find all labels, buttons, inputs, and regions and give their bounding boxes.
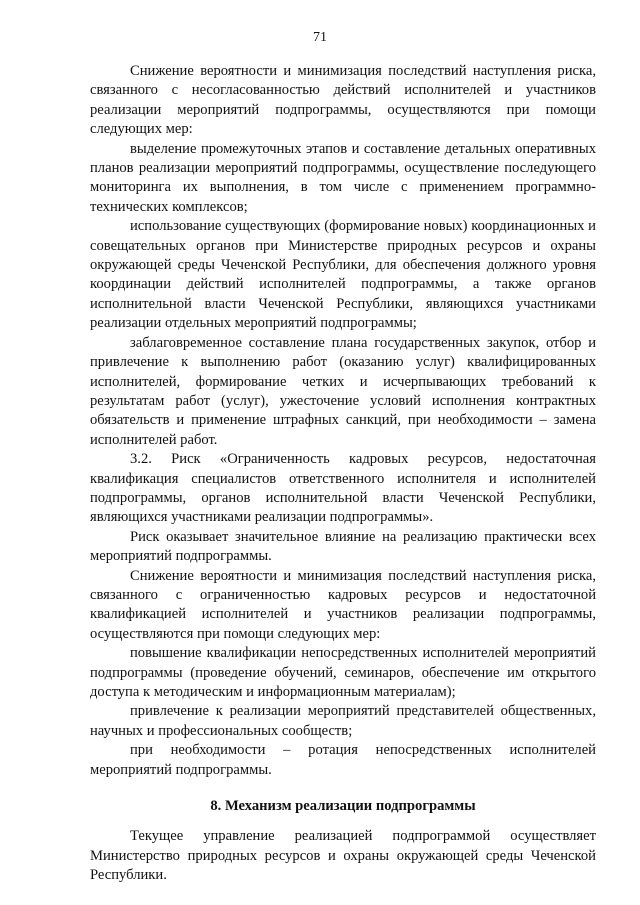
paragraph: Снижение вероятности и минимизация последствий наступления риска, связанного с ограниченностью кадровых ресурсов и недостаточной квалификацией исполнителей и участников реализации подпрограммы, осуществляются при помощи следующих мер:: [90, 567, 596, 642]
page-number: 71: [313, 30, 327, 45]
paragraph: Снижение вероятности и минимизация последствий наступления риска, связанного с несогласованностью действий исполнителей и участников реализации мероприятий подпрограммы, осуществляются при помощи следующих мер:: [90, 63, 596, 138]
paragraph: привлечение к реализации мероприятий представителей общественных, научных и профессиональных сообществ;: [90, 703, 596, 739]
paragraph: 3.2. Риск «Ограниченность кадровых ресурсов, недостаточная квалификация специалистов ответственного исполнителя и исполнителей подпрограммы, органов исполнительной власти Чеченской Республики, являющихся участниками реализации подпрограммы».: [90, 451, 596, 526]
paragraph: выделение промежуточных этапов и составление детальных оперативных планов реализации мероприятий подпрограммы, осуществление последующего мониторинга их выполнения, в том числе с применением программно-технических комплексов;: [90, 140, 596, 215]
paragraph: Риск оказывает значительное влияние на реализацию практически всех мероприятий подпрограммы.: [90, 528, 596, 565]
paragraph: повышение квалификации непосредственных исполнителей мероприятий подпрограммы (проведение обучений, семинаров, обеспечение им открытого доступа к методическим и информационным материалам);: [90, 645, 596, 700]
paragraph: заблаговременное составление плана государственных закупок, отбор и привлечение к выполнению работ (оказанию услуг) квалифицированных исполнителей, формирование четких и исчерпывающих требований к результатам работ (услуг), ужесточение условий исполнения контрактных обязательств и применение штрафных санкций, при необходимости – замена исполнителей работ.: [90, 334, 596, 448]
paragraph: при необходимости – ротация непосредственных исполнителей мероприятий подпрограммы.: [90, 742, 596, 778]
section-heading: 8. Механизм реализации подпрограммы: [210, 798, 476, 815]
page-body: [90, 62, 596, 886]
paragraph: Текущее управление реализацией подпрограммой осуществляет Министерство природных ресурсов и охраны окружающей среды Чеченской Республики.: [90, 828, 596, 884]
paragraph: использование существующих (формирование новых) координационных и совещательных органов при Министерстве природных ресурсов и охраны окружающей среды Чеченской Республики, для обеспечения должного уровня координации действий исполнителей подпрограммы, а также органов исполнительной власти Чеченской Республики, являющихся участниками реализации отдельных мероприятий подпрограммы;: [90, 218, 596, 332]
